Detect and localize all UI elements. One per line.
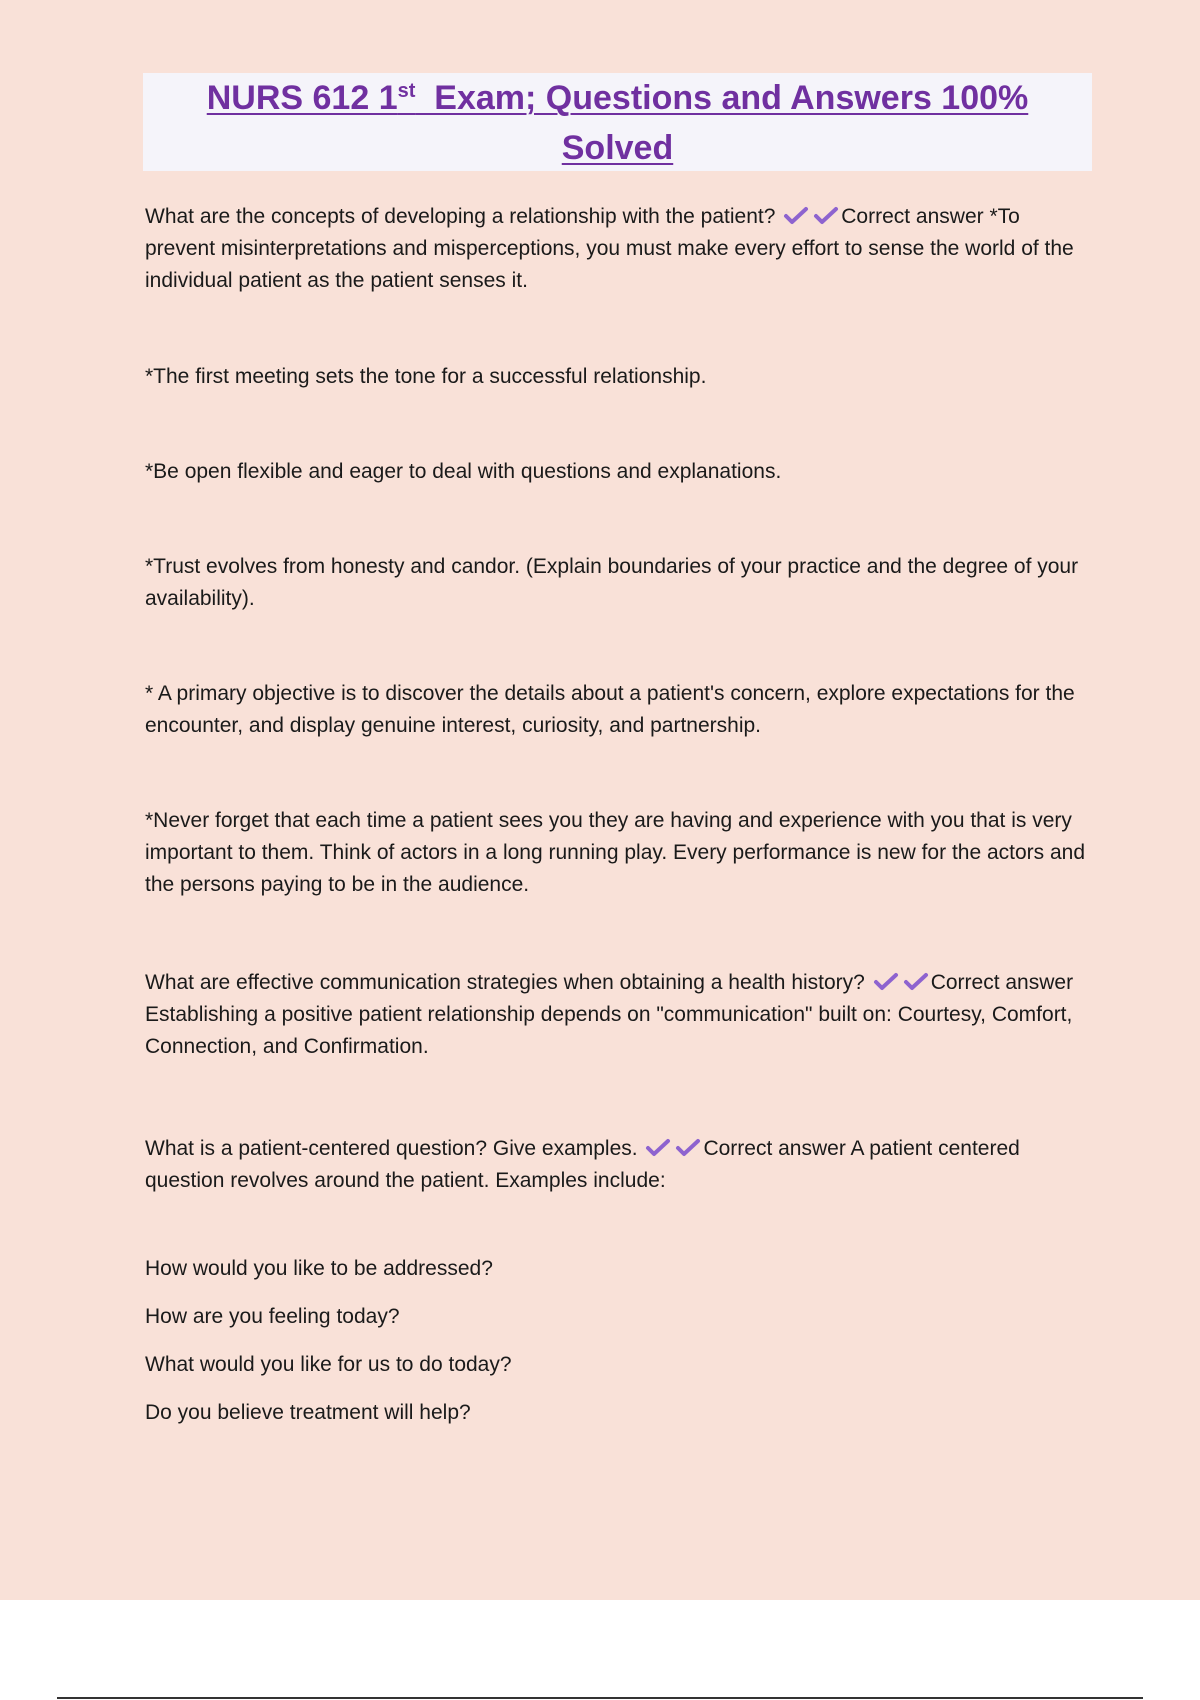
question-text: What are effective communication strategies when obtaining a health history? <box>145 971 865 994</box>
answer-label: Correct answer <box>703 1137 846 1160</box>
answer-label: Correct answer <box>841 205 984 228</box>
qa-item <box>145 1133 1095 1197</box>
check-icon <box>675 1138 701 1158</box>
question-text: What is a patient-centered question? Give examples. <box>145 1137 638 1160</box>
question-text: What are the concepts of developing a relationship with the patient? <box>145 205 776 228</box>
check-icon <box>873 972 899 992</box>
document-title-line2: Solved <box>561 129 674 167</box>
point-item: *Be open flexible and eager to deal with questions and explanations. <box>145 460 782 483</box>
qa-item <box>145 201 1095 297</box>
check-icon <box>783 206 809 226</box>
check-icon <box>645 1138 671 1158</box>
point-item: * A primary objective is to discover the details about a patient's concern, explore expectations for the encounter, and display genuine interest, curiosity, and partnership. <box>145 682 1075 737</box>
document-title: NURS 612 1st Exam; Questions and Answers 100% <box>206 79 1029 117</box>
check-icon <box>903 972 929 992</box>
answer-text: A patient centered question revolves around the patient. Examples include: <box>145 1137 1020 1192</box>
footer-divider <box>57 1697 1143 1699</box>
point-item: *Trust evolves from honesty and candor. (Explain boundaries of your practice and the degree of your availability). <box>145 555 1079 610</box>
example-question: How would you like to be addressed? <box>145 1257 493 1280</box>
example-question: Do you believe treatment will help? <box>145 1401 471 1424</box>
qa-item <box>145 967 1095 1063</box>
point-item: *Never forget that each time a patient sees you they are having and experience with you that is very important to them. Think of actors in a long running play. Every performance is new for the actors and the persons paying to be in the audience. <box>145 809 1086 896</box>
answer-text: *To prevent misinterpretations and misperceptions, you must make every effort to sense the world of the individual patient as the patient senses it. <box>145 205 1074 292</box>
example-question: What would you like for us to do today? <box>145 1353 512 1376</box>
answer-label: Correct answer <box>930 971 1074 994</box>
answer-text: Establishing a positive patient relationship depends on "communication" built on: Courtesy, Comfort, Connection, and Confirmation. <box>145 1003 1073 1058</box>
point-item: *The first meeting sets the tone for a successful relationship. <box>145 365 707 388</box>
document-body <box>145 201 1095 1429</box>
check-icon <box>813 206 839 226</box>
title-box <box>143 73 1092 171</box>
example-question: How are you feeling today? <box>145 1305 400 1328</box>
